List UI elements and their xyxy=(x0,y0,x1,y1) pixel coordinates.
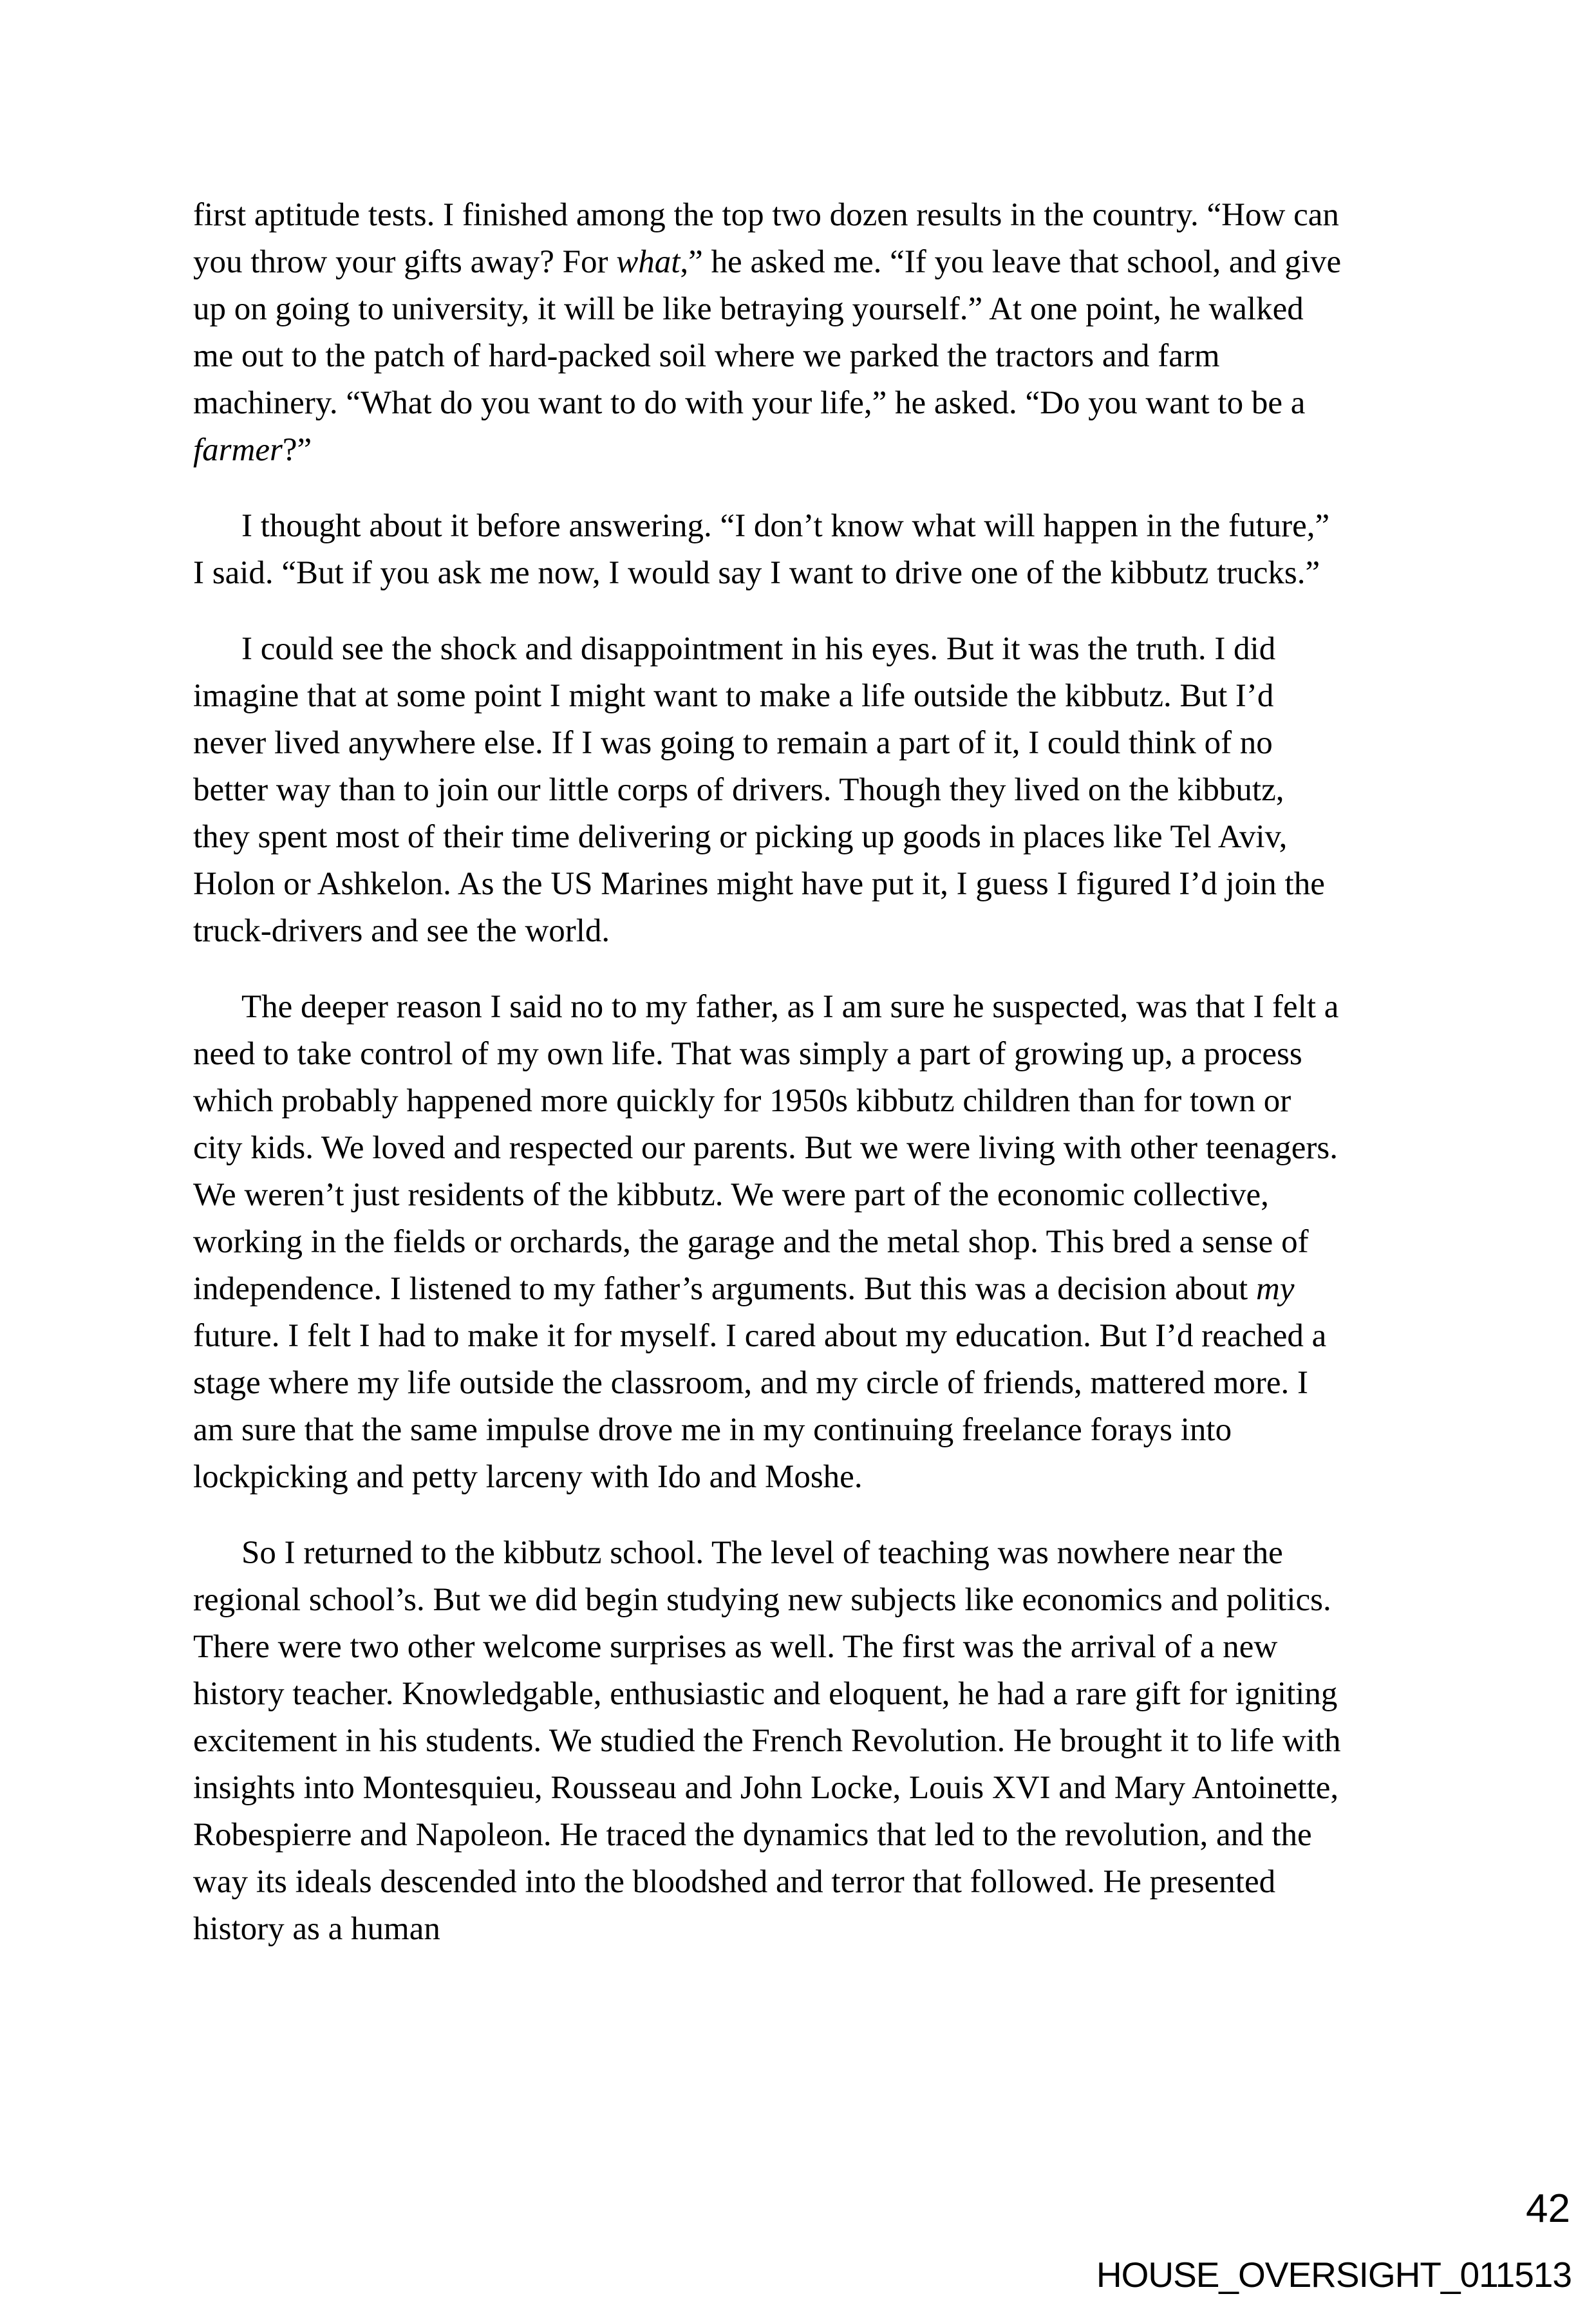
text-run: So I returned to the kibbutz school. The level of teaching was nowhere near the regional school’s. But we did begin studying new subjects like economics and politics. There were two other welcome surprises as well. The first was the arrival of a new history teacher. Knowledgable, enthusiastic and eloquent, he had a rare gift for igniting excitement in his students. We studied the French Revolution. He brought it to life with insights into Montesquieu, Rousseau and John Locke, Louis XVI and Mary Antoinette, Robespierre and Napoleon. He traced the dynamics that led to the revolution, and the way its ideals descended into the bloodshed and terror that followed. He presented history as a human xyxy=(193,1535,1341,1947)
text-run: I could see the shock and disappointment in his eyes. But it was the truth. I did imagine that at some point I might want to make a life outside the kibbutz. But I’d never lived anywhere else. If I was going to remain a part of it, I could think of no better way than to join our little corps of drivers. Though they lived on the kibbutz, they spent most of their time delivering or picking up goods in places like Tel Aviv, Holon or Ashkelon. As the US Marines might have put it, I guess I figured I’d join the truck-drivers and see the world. xyxy=(193,631,1325,949)
italic-text-run: what xyxy=(616,244,681,280)
text-run: ,” he asked me. “If you leave that school, and give up on going to university, it will be like betraying yourself.” At one point, he walked me out to the patch of hard-packed soil where we parked the tractors and farm machinery. “What do you want to do with your life,” he asked. “Do you want to be a xyxy=(193,244,1342,421)
paragraph xyxy=(193,1530,1346,1953)
paragraph xyxy=(193,503,1346,597)
bates-stamp: HOUSE_OVERSIGHT_011513 xyxy=(1096,2255,1572,2295)
paragraph xyxy=(193,984,1346,1501)
page-number: 42 xyxy=(1526,2186,1570,2231)
paragraph xyxy=(193,192,1346,474)
italic-text-run: my xyxy=(1255,1271,1295,1307)
page-body xyxy=(193,192,1346,1982)
text-run: first aptitude tests. I finished among the top two dozen results in the country. “How can you throw your gifts away? For xyxy=(193,197,1339,280)
text-run: ?” xyxy=(282,432,312,468)
text-run: The deeper reason I said no to my father, as I am sure he suspected, was that I felt a need to take control of my own life. That was simply a part of growing up, a process which probably happened more quickly for 1950s kibbutz children than for town or city kids. We loved and respected our parents. But we were living with other teenagers. We weren’t just residents of the kibbutz. We were part of the economic collective, working in the fields or orchards, the garage and the metal shop. This bred a sense of independence. I listened to my father’s arguments. But this was a decision about xyxy=(193,989,1339,1307)
text-run: future. I felt I had to make it for myself. I cared about my education. But I’d reached a stage where my life outside the classroom, and my circle of friends, mattered more. I am sure that the same impulse drove me in my continuing freelance forays into lockpicking and petty larceny with Ido and Moshe. xyxy=(193,1318,1327,1495)
paragraph xyxy=(193,626,1346,955)
text-run: I thought about it before answering. “I don’t know what will happen in the future,” I said. “But if you ask me now, I would say I want to drive one of the kibbutz trucks.” xyxy=(193,508,1330,591)
italic-text-run: farmer xyxy=(193,432,283,468)
